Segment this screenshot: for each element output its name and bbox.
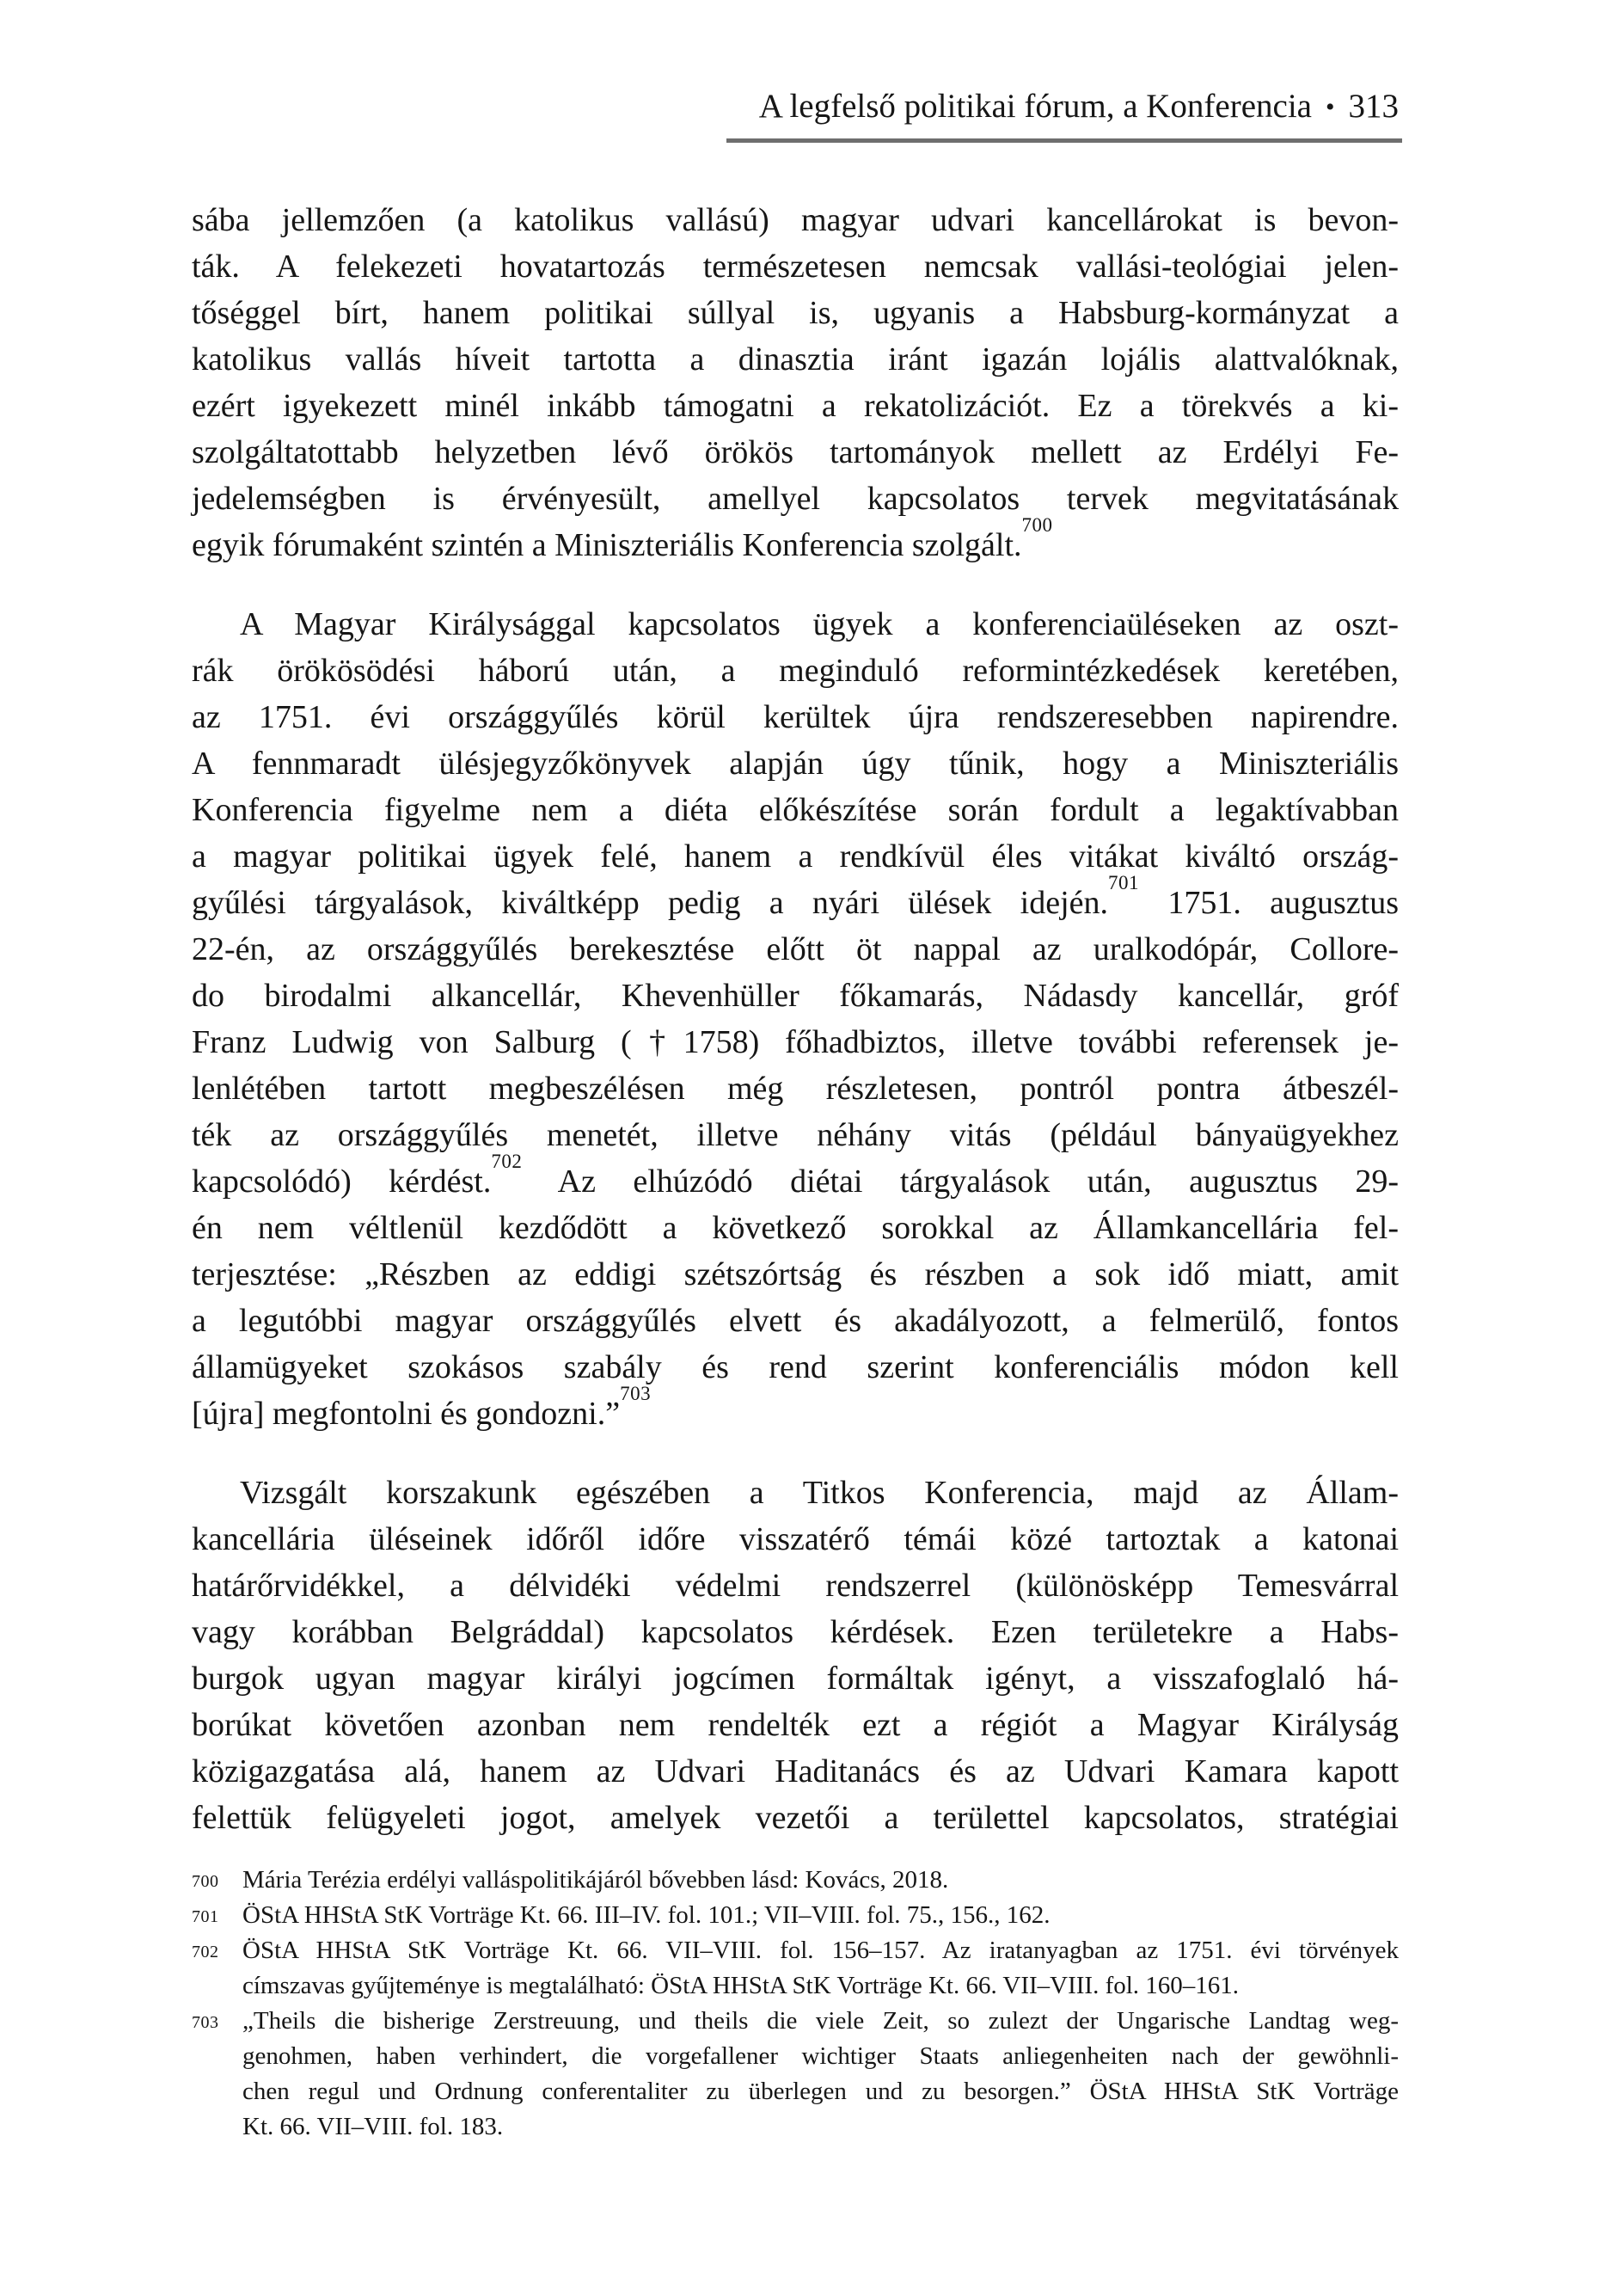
- body-line: Franz Ludwig von Salburg (†1758) főhadbiztos, illetve további referensek je-: [192, 1024, 1399, 1060]
- body-line: én nem véltlenül kezdődött a következő sorokkal az Államkancellária fel-: [192, 1210, 1399, 1246]
- body-line: A fennmaradt ülésjegyzőkönyvek alapján úgy tűnik, hogy a Miniszteriális: [192, 746, 1399, 782]
- footnote-number: 703: [192, 2013, 219, 2032]
- footnote-line: Mária Terézia erdélyi valláspolitikájáról bővebben lásd: Kovács, 2018.: [242, 1866, 949, 1894]
- footnote-line: ÖStA HHStA StK Vorträge Kt. 66. III–IV. fol. 101.; VII–VIII. fol. 75., 156., 162.: [242, 1901, 1051, 1929]
- body-line: ték az országgyűlés menetét, illetve néhány vitás (például bányaügyekhez: [192, 1117, 1399, 1153]
- body-line: felettük felügyeleti jogot, amelyek vezetői a területtel kapcsolatos, stratégiai: [192, 1800, 1399, 1836]
- footnote-ref-703: 703: [620, 1383, 652, 1405]
- footnote-line: címszavas gyűjteménye is megtalálható: ÖStA HHStA StK Vorträge Kt. 66. VII–VIII. fol. 160–161.: [242, 1972, 1240, 1999]
- body-line: államügyeket szokásos szabály és rend szerint konferenciális módon kell: [192, 1349, 1399, 1385]
- running-header: [192, 86, 1399, 128]
- footnote-ref-702: 702: [491, 1151, 523, 1173]
- body-line: burgok ugyan magyar királyi jogcímen formáltak igényt, a visszafoglaló há-: [192, 1661, 1399, 1697]
- body-line: a legutóbbi magyar országgyűlés elvett és akadályozott, a felmerülő, fontos: [192, 1303, 1399, 1339]
- body-line: ezért igyekezett minél inkább támogatni a rekatolizációt. Ez a törekvés a ki-: [192, 388, 1399, 424]
- body-line: katolikus vallás híveit tartotta a dinasztia iránt igazán lojális alattvalóknak,: [192, 341, 1399, 378]
- body-line-text: egyik fórumaként szintén a Miniszteriális Konferencia szolgált.: [192, 527, 1022, 563]
- page-body: [192, 197, 1399, 1874]
- body-line: jedelemségben is érvényesült, amellyel kapcsolatos tervek megvitatásának: [192, 481, 1399, 517]
- footnote-number: 700: [192, 1872, 219, 1891]
- footnotes-section: [192, 1863, 1399, 2145]
- body-line: terjesztése: „Részben az eddigi szétszórtság és részben a sok idő miatt, amit: [192, 1256, 1399, 1292]
- body-line-text: 1751. augusztus: [1139, 885, 1399, 921]
- body-line: [192, 514, 1399, 568]
- body-line: 22-én, az országgyűlés berekesztése előtt öt nappal az uralkodópár, Collore-: [192, 931, 1399, 967]
- running-header-title: A legfelső politikai fórum, a Konferencia: [758, 88, 1312, 125]
- page-number: 313: [1348, 88, 1399, 125]
- footnote-700: [192, 1863, 1399, 1898]
- body-line: szolgáltatottabb helyzetben lévő örökös tartományok mellett az Erdélyi Fe-: [192, 434, 1399, 470]
- body-line: rák örökösödési háború után, a meginduló reformintézkedések keretében,: [192, 653, 1399, 689]
- body-line-text: [újra] megfontolni és gondozni.”: [192, 1396, 621, 1432]
- body-line: lenlétében tartott megbeszélésen még részletesen, pontról pontra átbeszél-: [192, 1071, 1399, 1107]
- body-line: határőrvidékkel, a délvidéki védelmi rendszerrel (különösképp Temesvárral: [192, 1568, 1399, 1604]
- footnote-number: 702: [192, 1943, 219, 1961]
- footnote-number: 701: [192, 1907, 219, 1926]
- body-line: do birodalmi alkancellár, Khevenhüller főkamarás, Nádasdy kancellár, gróf: [192, 978, 1399, 1014]
- footnote-ref-700: 700: [1021, 514, 1053, 537]
- footnote-ref-701: 701: [1108, 872, 1140, 894]
- body-line-text: Az elhúzódó diétai tárgyalások után, augusztus 29-: [522, 1163, 1399, 1200]
- footnote-702: [192, 1933, 1399, 2004]
- body-line: tőséggel bírt, hanem politikai súllyal is, ugyanis a Habsburg-kormányzat a: [192, 295, 1399, 331]
- footnote-line: chen regul und Ordnung conferentaliter zu überlegen und zu besorgen.” ÖStA HHStA StK Vorträge: [242, 2078, 1399, 2105]
- body-line: Konferencia figyelme nem a diéta előkészítése során fordult a legaktívabban: [192, 792, 1399, 828]
- body-line: [192, 1383, 1399, 1437]
- footnote-line: „Theils die bisherige Zerstreuung, und theils die viele Zeit, so zulezt der Ungarische Landtag weg-: [242, 2007, 1399, 2035]
- footnote-line: ÖStA HHStA StK Vorträge Kt. 66. VII–VIII. fol. 156–157. Az iratanyagban az 1751. évi törvények: [242, 1937, 1399, 1964]
- body-line: az 1751. évi országgyűlés körül kerültek újra rendszeresebben napirendre.: [192, 699, 1399, 735]
- footnote-line: Kt. 66. VII–VIII. fol. 183.: [242, 2113, 504, 2140]
- body-line: [192, 1151, 1399, 1205]
- body-line: Vizsgált korszakunk egészében a Titkos Konferencia, majd az Állam-: [240, 1475, 1399, 1511]
- body-line: vagy korábban Belgráddal) kapcsolatos kérdések. Ezen területekre a Habs-: [192, 1614, 1399, 1650]
- body-line: borúkat követően azonban nem rendelték ezt a régiót a Magyar Királyság: [192, 1707, 1399, 1743]
- body-line: sába jellemzően (a katolikus vallású) magyar udvari kancellárokat is bevon-: [192, 202, 1399, 238]
- body-line: [192, 872, 1399, 926]
- body-line: A Magyar Királysággal kapcsolatos ügyek a konferenciaüléseken az oszt-: [240, 606, 1399, 642]
- body-line: kancellária üléseinek időről időre visszatérő témái közé tartoztak a katonai: [192, 1521, 1399, 1557]
- body-line: a magyar politikai ügyek felé, hanem a rendkívül éles vitákat kiváltó ország-: [192, 838, 1399, 875]
- footnote-line: genohmen, haben verhindert, die vorgefallener wichtiger Staats anliegenheiten nach der gewöhnli-: [242, 2042, 1399, 2070]
- body-line-text: kapcsolódó) kérdést.: [192, 1163, 492, 1200]
- footnote-701: [192, 1898, 1399, 1933]
- footnote-703: [192, 2004, 1399, 2145]
- header-separator-dot: •: [1325, 93, 1335, 121]
- header-rule: [726, 138, 1402, 143]
- body-line-text: gyűlési tárgyalások, kiváltképp pedig a nyári ülések idején.: [192, 885, 1109, 921]
- body-line: közigazgatása alá, hanem az Udvari Haditanács és az Udvari Kamara kapott: [192, 1753, 1399, 1790]
- body-line: ták. A felekezeti hovatartozás természetesen nemcsak vallási-teológiai jelen-: [192, 249, 1399, 285]
